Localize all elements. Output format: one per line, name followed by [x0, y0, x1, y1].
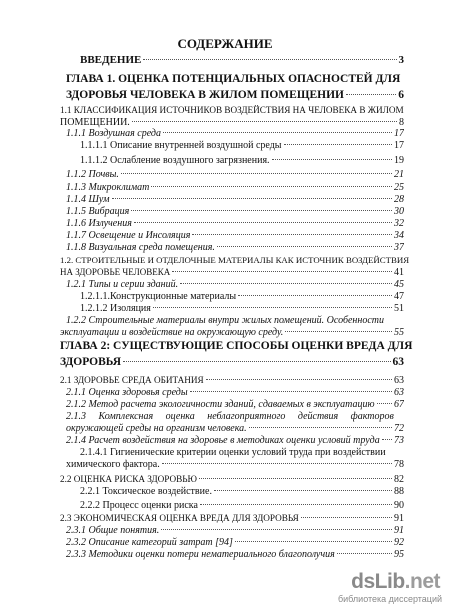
- toc-entry-label: 1.2.1.1.Конструкционные материалы: [80, 291, 237, 302]
- toc-leader: [346, 94, 396, 95]
- toc-title: СОДЕРЖАНИЕ: [177, 36, 273, 51]
- toc-page-number: 8: [399, 117, 404, 128]
- toc-entry-1-2-1[interactable]: [66, 279, 404, 290]
- toc-entry-chapter-2[interactable]: [60, 356, 404, 368]
- section-2-1-4-1-line2: химического фактора.: [66, 459, 160, 470]
- toc-entry-label: 1.1.4 Шум: [66, 194, 110, 205]
- toc-leader: [214, 490, 392, 491]
- toc-entry-1-1-8[interactable]: [66, 242, 404, 253]
- toc-entry-1-1-1[interactable]: [66, 128, 404, 139]
- toc-entry-1-2-1-1[interactable]: [80, 291, 404, 302]
- toc-leader: [132, 121, 397, 122]
- toc-entry-label: 2.2 ОЦЕНКА РИСКА ЗДОРОВЬЮ: [60, 474, 197, 484]
- toc-entry-label: 2.3.2 Описание категорий затрат [94]: [66, 537, 233, 548]
- toc-leader: [161, 529, 392, 530]
- toc-leader: [284, 144, 392, 145]
- toc-entry-1-2-1-2[interactable]: [80, 303, 404, 314]
- toc-entry-2-2[interactable]: [60, 474, 404, 485]
- toc-leader: [143, 59, 396, 60]
- toc-entry-1-1[interactable]: [60, 117, 404, 128]
- toc-entry-label: 2.1 ЗДОРОВЬЕ СРЕДА ОБИТАНИЯ: [60, 375, 204, 385]
- toc-page-number: 73: [394, 435, 404, 446]
- toc-entry-1-1-6[interactable]: [66, 218, 404, 229]
- toc-entry-1-1-2[interactable]: [66, 169, 404, 180]
- toc-entry-label: 1.1.6 Излучения: [66, 218, 132, 229]
- toc-page-number: 63: [392, 356, 404, 368]
- toc-page-number: 72: [394, 423, 404, 434]
- section-2-1-3-line1: 2.1.3 Комплексная оценка неблагоприятного действия факторов: [66, 411, 394, 422]
- toc-page-number: 51: [394, 303, 404, 314]
- toc-page-number: 30: [394, 206, 404, 217]
- toc-page-number: 3: [398, 54, 404, 66]
- toc-leader: [172, 271, 392, 272]
- toc-entry-label: 2.1.1 Оценка здоровья среды: [66, 387, 188, 398]
- toc-entry-2-1[interactable]: [60, 375, 404, 386]
- toc-entry-1-2[interactable]: [60, 267, 404, 278]
- toc-page-number: 19: [394, 155, 404, 166]
- chapter-1-heading-line1: ГЛАВА 1. ОЦЕНКА ПОТЕНЦИАЛЬНЫХ ОПАСНОСТЕЙ ДЛЯ: [66, 73, 401, 85]
- toc-page-number: 78: [394, 459, 404, 470]
- logo-brand-suffix: .net: [404, 570, 440, 593]
- toc-leader: [272, 159, 392, 160]
- toc-page-number: 45: [394, 279, 404, 290]
- toc-entry-2-1-4[interactable]: [66, 435, 404, 446]
- toc-entry-1-1-5[interactable]: [66, 206, 404, 217]
- toc-page-number: 37: [394, 242, 404, 253]
- toc-entry-1-1-1-1[interactable]: [80, 140, 404, 151]
- toc-entry-2-3-3[interactable]: [66, 549, 404, 560]
- toc-leader: [217, 246, 392, 247]
- toc-page-number: 17: [394, 140, 404, 151]
- toc-page-number: 32: [394, 218, 404, 229]
- toc-entry-1-1-3[interactable]: [66, 182, 404, 193]
- toc-page-number: 55: [394, 327, 404, 338]
- toc-entry-2-3-1[interactable]: [66, 525, 404, 536]
- toc-leader: [192, 234, 392, 235]
- toc-entry-label: 2.1.2 Метод расчета экологичности зданий, сдаваемых в эксплуатацию: [66, 399, 375, 410]
- toc-entry-label: 2.2.1 Токсическое воздействие.: [80, 486, 212, 497]
- dslib-logo: [351, 570, 440, 593]
- section-1-2-2-line1: 1.2.2 Строительные материалы внутри жилых помещений. Особенности: [66, 315, 385, 326]
- logo-tagline: библиотека диссертаций: [337, 594, 442, 604]
- toc-entry-2-3[interactable]: [60, 513, 404, 524]
- toc-page-number: 21: [394, 169, 404, 180]
- toc-page-number: 41: [394, 267, 404, 278]
- toc-page-number: 25: [394, 182, 404, 193]
- toc-entry-label: 2.1.4 Расчет воздействия на здоровье в методиках оценки условий труда: [66, 435, 380, 446]
- toc-entry-label: 1.1.1.2 Ослабление воздушного загрязнения.: [80, 155, 270, 166]
- toc-entry-2-1-3[interactable]: [66, 423, 404, 434]
- toc-leader: [123, 361, 390, 362]
- toc-leader: [200, 504, 392, 505]
- toc-entry-label: 1.1.5 Вибрация: [66, 206, 130, 217]
- toc-leader: [121, 173, 392, 174]
- chapter-2-heading-line1: ГЛАВА 2: СУЩЕСТВУЮЩИЕ СПОСОБЫ ОЦЕНКИ ВРЕДА ДЛЯ: [60, 340, 413, 352]
- toc-entry-label: 2.3.1 Общие понятия.: [66, 525, 160, 536]
- toc-leader: [301, 517, 392, 518]
- section-1-2-line1: 1.2. СТРОИТЕЛЬНЫЕ И ОТДЕЛОЧНЫЕ МАТЕРИАЛЫ КАК ИСТОЧНИК ВОЗДЕЙСТВИЯ: [60, 255, 410, 265]
- toc-entry-1-1-1-2[interactable]: [80, 155, 404, 166]
- toc-leader: [249, 427, 392, 428]
- toc-leader: [190, 391, 392, 392]
- toc-leader: [377, 403, 393, 404]
- toc-leader: [238, 295, 392, 296]
- toc-entry-label: 1.1.1 Воздушная среда: [66, 128, 161, 139]
- toc-leader: [180, 283, 392, 284]
- toc-leader: [206, 379, 392, 380]
- toc-entry-2-2-1[interactable]: [80, 486, 404, 497]
- toc-page-number: 91: [394, 525, 404, 536]
- toc-leader: [131, 210, 392, 211]
- toc-entry-2-1-1[interactable]: [66, 387, 404, 398]
- toc-page-number: 17: [394, 128, 404, 139]
- toc-page-number: 28: [394, 194, 404, 205]
- section-1-1-line2: ПОМЕЩЕНИИ.: [60, 117, 130, 128]
- toc-leader: [382, 439, 392, 440]
- toc-leader: [112, 198, 392, 199]
- dslib-watermark: [274, 570, 444, 606]
- toc-page-number: 90: [394, 500, 404, 511]
- toc-leader: [153, 307, 392, 308]
- toc-entry-1-1-4[interactable]: [66, 194, 404, 205]
- chapter-2-heading-line2: ЗДОРОВЬЯ: [60, 356, 122, 368]
- toc-entry-label: 1.1.3 Микроклимат: [66, 182, 150, 193]
- toc-page-number: 6: [398, 89, 404, 101]
- toc-page-number: 95: [394, 549, 404, 560]
- toc-entry-label: 1.1.7 Освещение и Инсоляция: [66, 230, 191, 241]
- toc-entry-label: ВВЕДЕНИЕ: [80, 54, 142, 66]
- chapter-1-heading-line2: ЗДОРОВЬЯ ЧЕЛОВЕКА В ЖИЛОМ ПОМЕЩЕНИИ: [66, 89, 344, 101]
- toc-page-number: 47: [394, 291, 404, 302]
- section-1-2-2-line2: эксплуатации и воздействие на окружающую среду.: [60, 327, 284, 338]
- toc-entry-2-1-2[interactable]: [66, 399, 404, 410]
- toc-entry-label: 1.1.8 Визуальная среда помещения.: [66, 242, 215, 253]
- toc-entry-2-1-4-1[interactable]: [66, 459, 404, 470]
- toc-page-number: 34: [394, 230, 404, 241]
- toc-leader: [337, 553, 392, 554]
- toc-entry-label: 1.1.2 Почвы.: [66, 169, 119, 180]
- toc-leader: [235, 541, 392, 542]
- toc-entry-label: 1.1.1.1 Описание внутренней воздушной среды: [80, 140, 282, 151]
- section-2-1-3-line2: окружающей среды на организм человека.: [66, 423, 247, 434]
- toc-entry-2-3-2[interactable]: [66, 537, 404, 548]
- toc-entry-1-1-7[interactable]: [66, 230, 404, 241]
- toc-leader: [199, 478, 392, 479]
- toc-page-number: 67: [394, 399, 404, 410]
- section-1-2-line2: НА ЗДОРОВЬЕ ЧЕЛОВЕКА: [60, 267, 171, 277]
- toc-leader: [163, 132, 392, 133]
- section-2-1-4-1-line1: 2.1.4.1 Гигиенические критерии оценки условий труда при воздействии: [80, 447, 386, 458]
- toc-entry-label: 2.2.2 Процесс оценки риска: [80, 500, 198, 511]
- section-1-1-line1: 1.1 КЛАССИФИКАЦИЯ ИСТОЧНИКОВ ВОЗДЕЙСТВИЯ НА ЧЕЛОВЕКА В ЖИЛОМ: [60, 105, 404, 115]
- toc-page-number: 91: [394, 513, 404, 524]
- toc-entry-intro[interactable]: [60, 54, 404, 66]
- logo-brand-main: dsLib: [351, 570, 405, 593]
- toc-entry-label: 2.3.3 Методики оценки потери нематериального благополучия: [66, 549, 335, 560]
- toc-leader: [134, 222, 392, 223]
- toc-entry-label: 2.3 ЭКОНОМИЧЕСКАЯ ОЦЕНКА ВРЕДА ДЛЯ ЗДОРОВЬЯ: [60, 513, 299, 523]
- toc-entry-2-2-2[interactable]: [80, 500, 404, 511]
- toc-leader: [162, 463, 392, 464]
- toc-leader: [151, 186, 392, 187]
- toc-leader: [285, 331, 392, 332]
- toc-page-number: 63: [394, 375, 404, 386]
- toc-entry-label: 1.2.1 Типы и серии зданий.: [66, 279, 179, 290]
- toc-page-number: 88: [394, 486, 404, 497]
- toc-entry-1-2-2[interactable]: [60, 327, 404, 338]
- toc-page-number: 92: [394, 537, 404, 548]
- toc-entry-chapter-1[interactable]: [66, 89, 404, 101]
- toc-page-number: 63: [394, 387, 404, 398]
- toc-entry-label: 1.2.1.2 Изоляция: [80, 303, 151, 314]
- toc-page-number: 82: [394, 474, 404, 485]
